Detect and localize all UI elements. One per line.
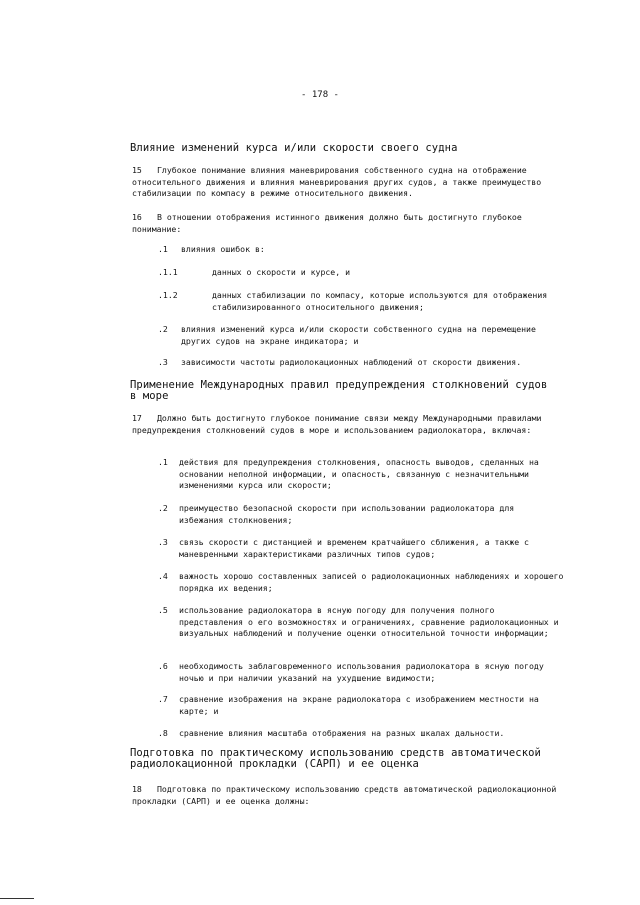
item-number: .1 [158, 457, 168, 467]
paragraph-17: Должно быть достигнуто глубокое понимание связи между Международными правилами предупреждения столкновений судов в море и использованием радиолокатора, включая: [132, 413, 542, 435]
item-number: .6 [158, 661, 168, 671]
list-item: связь скорости с дистанцией и временем кратчайшего сближения, а также с маневренными характеристиками различных типов судов; [179, 537, 529, 559]
list-item: сравнение изображения на экране радиолокатора с изображением местности на карте; и [179, 694, 539, 716]
list-item: влияния изменений курса и/или скорости собственного судна на перемещение других судов на экране индикатора; и [181, 324, 536, 346]
item-number: .3 [158, 537, 168, 547]
item-number: .8 [158, 728, 168, 738]
scan-edge-line [0, 898, 34, 899]
section-heading-arpa: Подготовка по практическому использованию средств автоматической радиолокационной прокладки (САРП) и ее оценка [130, 747, 541, 770]
item-number: .2 [158, 503, 168, 513]
item-number: .1.2 [158, 290, 178, 300]
item-number: .2 [158, 324, 168, 334]
paragraph-16: В отношении отображения истинного движения должно быть достигнуто глубокое понимание: [132, 212, 522, 234]
paragraph-number: 18 [132, 784, 142, 794]
paragraph-18: Подготовка по практическому использованию средств автоматической радиолокационной прокладки (САРП) и ее оценка должны: [132, 784, 557, 806]
list-item: сравнение влияния масштаба отображения на разных шкалах дальности. [179, 728, 505, 738]
item-number: .5 [158, 605, 168, 615]
list-item: использование радиолокатора в ясную погоду для получения полного представления о его возможностях и ограничениях, сравнение радиолокационных и визуальных наблюдений и получение оценки относительной точности информации; [179, 605, 559, 638]
list-item: влияния ошибок в: [181, 244, 265, 254]
paragraph-number: 15 [132, 165, 142, 175]
section-heading-colregs: Применение Международных правил предупреждения столкновений судов в море [130, 379, 548, 402]
item-number: .1.1 [158, 267, 178, 277]
list-item: данных о скорости и курсе, и [212, 267, 351, 277]
item-number: .7 [158, 694, 168, 704]
list-item: данных стабилизации по компасу, которые используются для отображения стабилизированного относительного движения; [212, 290, 548, 312]
paragraph-number: 16 [132, 212, 142, 222]
section-heading-course-speed: Влияние изменений курса и/или скорости своего судна [130, 142, 458, 154]
list-item: зависимости частоты радиолокационных наблюдений от скорости движения. [181, 357, 522, 367]
list-item: важность хорошо составленных записей о радиолокационных наблюдениях и хорошего порядка их ведения; [179, 571, 564, 593]
page-number: - 178 - [301, 90, 339, 100]
item-number: .3 [158, 357, 168, 367]
list-item: необходимость заблаговременного использования радиолокатора в ясную погоду ночью и при наличии указаний на ухудшение видимости; [179, 661, 544, 683]
paragraph-15: Глубокое понимание влияния маневрирования собственного судна на отображение относительного движения и влияния маневрирования других судов, а также преимущество стабилизации по компасу в режиме относительного движения. [132, 165, 542, 198]
paragraph-number: 17 [132, 413, 142, 423]
list-item: действия для предупреждения столкновения, опасность выводов, сделанных на основании неполной информации, и опасность, связанную с незначительными изменениями курса или скорости; [179, 457, 539, 490]
list-item: преимущество безопасной скорости при использовании радиолокатора для избежания столкновения; [179, 503, 515, 525]
item-number: .4 [158, 571, 168, 581]
item-number: .1 [158, 244, 168, 254]
